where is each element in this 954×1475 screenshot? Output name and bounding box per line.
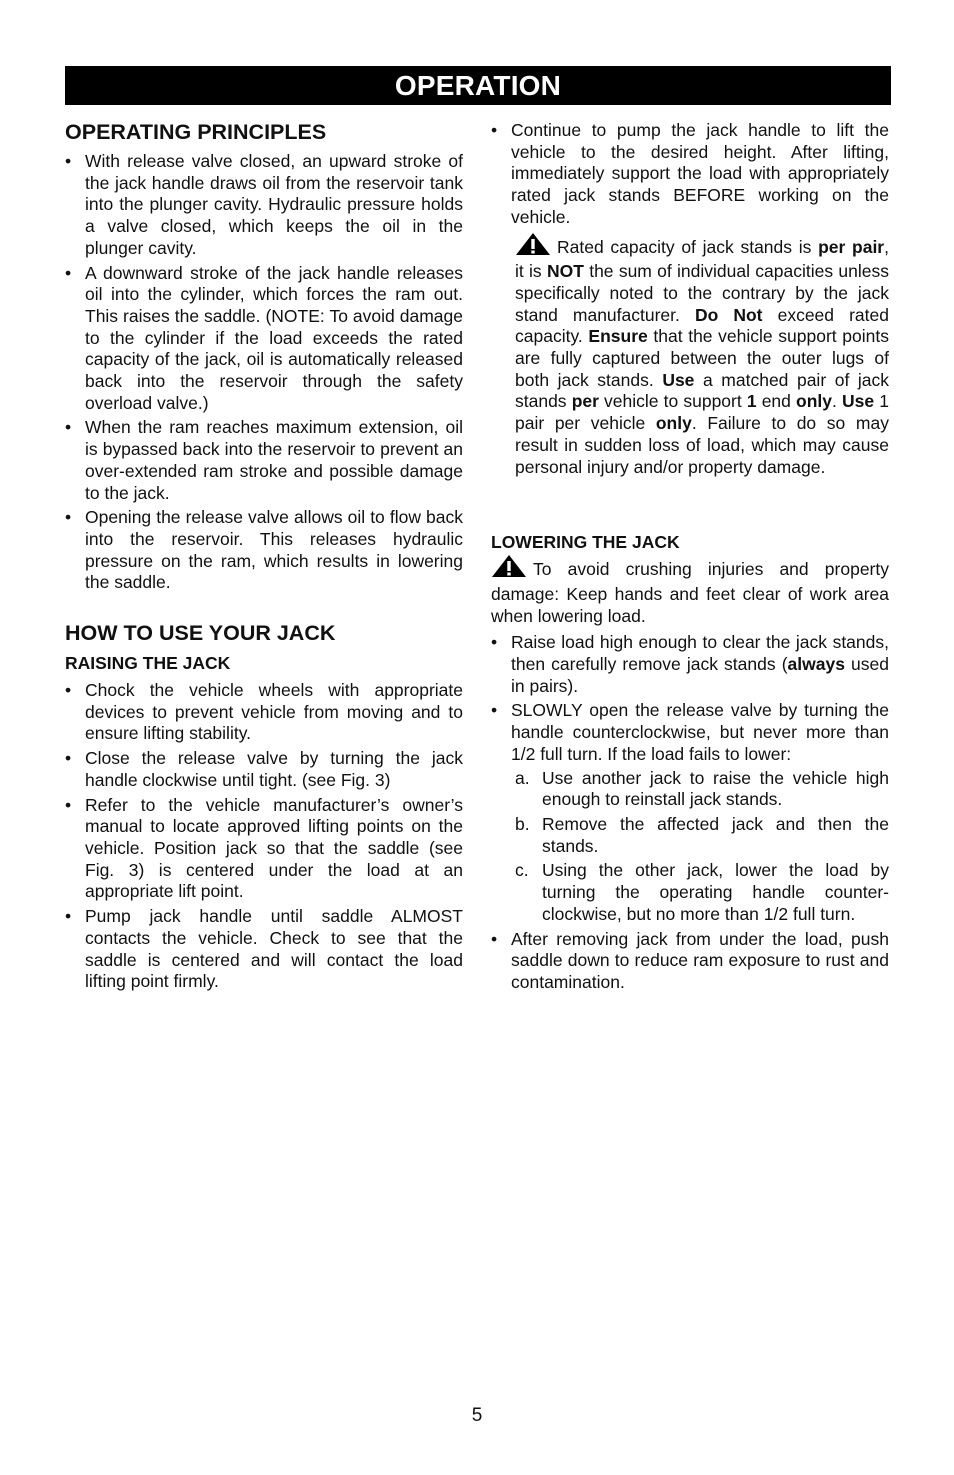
sub-item: c. Using the other jack, lower the load by turning the operating handle counter-clockwise, but no more than 1/2 full turn.	[515, 860, 889, 924]
list-item: • Chock the vehicle wheels with appropriate devices to prevent vehicle from moving and to ensure lifting stability.	[65, 680, 463, 744]
sub-item: a. Use another jack to raise the vehicle high enough to reinstall jack stands.	[515, 767, 889, 810]
list-item: • Pump jack handle until saddle ALMOST contacts the vehicle. Check to see that the saddle is centered and will contact the load lifting point firmly.	[65, 906, 463, 992]
raising-heading: RAISING THE JACK	[65, 653, 231, 674]
list-item: • Raise load high enough to clear the jack stands, then carefully remove jack stands (always used in pairs).	[491, 632, 889, 696]
lowering-list	[491, 632, 889, 993]
fallback-steps	[491, 768, 889, 926]
right-column	[491, 120, 889, 997]
list-item: • SLOWLY open the release valve by turning the handle counterclockwise, but never more than 1/2 full turn. If the load fails to lower: a. Use another jack to raise the vehicle high enough to reinstall jack stands. b. Remove the affected jack and then the stands. c. Using the other jack, lower the load by turning the operating handle counter-clockwise, but no more than 1/2 full turn.	[491, 700, 889, 924]
operating-principles-list	[65, 151, 463, 594]
list-item: • When the ram reaches maximum extension, oil is bypassed back into the reservoir to prevent an over-extended ram stroke and possible damage to the jack.	[65, 417, 463, 503]
warning-icon	[515, 232, 551, 262]
how-to-use-heading: HOW TO USE YOUR JACK	[65, 621, 336, 646]
operating-principles-heading: OPERATING PRINCIPLES	[65, 120, 327, 144]
list-item: • With release valve closed, an upward stroke of the jack handle draws oil from the reservoir tank into the plunger cavity. Hydraulic pressure holds a valve closed, which keeps the oil in the plunger cavity.	[65, 151, 463, 258]
raising-list	[65, 680, 463, 993]
warning-icon	[491, 554, 527, 584]
list-item: • Close the release valve by turning the jack handle clockwise until tight. (see Fig. 3)	[65, 748, 463, 790]
section-banner: OPERATION	[65, 66, 891, 105]
page-number: 5	[471, 1405, 483, 1426]
list-item: • A downward stroke of the jack handle releases oil into the cylinder, which forces the ram out. This raises the saddle. (NOTE: To avoid damage to the cylinder if the load exceeds the rated capacity of the jack, oil is automatically released back into the reservoir through the safety overload valve.)	[65, 262, 463, 413]
list-item: • Opening the release valve allows oil to flow back into the reservoir. This releases hydraulic pressure on the ram, which results in lowering the saddle.	[65, 507, 463, 593]
list-item: • Refer to the vehicle manufacturer’s owner’s manual to locate approved lifting points on the vehicle. Position jack so that the saddle (see Fig. 3) is centered under the load at an appropriate lift point.	[65, 794, 463, 902]
jack-stand-warning: Rated capacity of jack stands is per pair, it is NOT the sum of individual capacities unless specifically noted to the contrary by the jack stand manufacturer. Do Not exceed rated capacity. Ensure that the vehicle support points are fully captured between the outer lugs of both jack stands. Use a matched pair of jack stands per vehicle to support 1 end only. Use 1 pair per vehicle only. Failure to do so may result in sudden loss of load, which may cause personal injury and/or property damage.	[515, 232, 889, 479]
list-item: • Continue to pump the jack handle to lift the vehicle to the desired height. After lifting, immediately support the load with appropriately rated jack stands BEFORE working on the vehicle.	[491, 120, 889, 227]
raising-list-continued	[491, 120, 889, 229]
lowering-heading: LOWERING THE JACK	[491, 532, 680, 553]
left-column	[65, 118, 463, 996]
list-item: • After removing jack from under the load, push saddle down to reduce ram exposure to rust and contamination.	[491, 928, 889, 992]
crushing-warning: To avoid crushing injuries and property damage: Keep hands and feet clear of work area when lowering load.	[491, 554, 889, 627]
sub-item: b. Remove the affected jack and then the stands.	[515, 813, 889, 856]
